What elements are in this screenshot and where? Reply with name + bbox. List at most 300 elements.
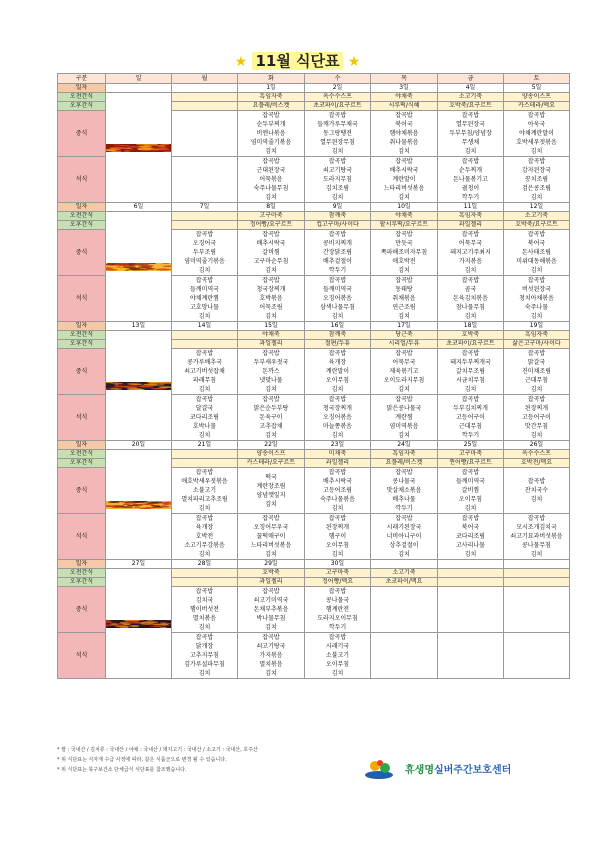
menu-item: 잡곡밥	[328, 396, 347, 403]
header-cell: 화	[238, 74, 305, 84]
afternoon-snack-cell	[438, 578, 504, 587]
menu-item: 순두찌개	[458, 167, 483, 174]
menu-item: 육개장	[195, 524, 214, 531]
dinner-cell	[371, 395, 438, 441]
star-icon: ★	[234, 54, 248, 70]
menu-item: 어묵무국	[392, 359, 416, 366]
lunch-cell	[172, 468, 238, 514]
menu-item: 김치	[331, 551, 344, 558]
menu-item: 염미역줄기볶음	[184, 258, 225, 265]
date-cell: 8일	[238, 203, 305, 212]
menu-item: 햄계란전	[325, 606, 350, 613]
lunch-cell	[371, 587, 438, 633]
menu-item: 떡국	[265, 473, 277, 481]
menu-item: 쪽파해조미자무침	[380, 249, 428, 256]
photo-cell	[106, 450, 172, 560]
menu-item: 잡곡밥	[328, 588, 347, 595]
afternoon-snack-cell: 카스테라/맥요	[504, 102, 570, 111]
header-cell: 구분	[58, 74, 106, 84]
menu-item: 잡곡밥	[461, 231, 480, 238]
date-cell: 1일	[238, 84, 305, 93]
morning-snack-cell	[504, 569, 570, 578]
morning-snack-cell: 야채죽	[238, 331, 305, 340]
lunch-cell	[172, 349, 238, 395]
menu-item: 김치	[398, 551, 410, 558]
morning-snack-cell	[172, 569, 238, 578]
menu-item: 김치	[331, 386, 344, 393]
afternoon-snack-cell: 초코파이/요구르트	[305, 102, 371, 111]
menu-item: 꽁치조림	[524, 176, 549, 183]
menu-item: 잡곡밥	[527, 231, 546, 238]
menu-item: 잡곡밥	[262, 396, 280, 403]
menu-item: 멸치볶음	[192, 615, 217, 622]
menu-item: 맑은순두부탕	[253, 405, 289, 412]
morning-snack-cell: 소고기죽	[504, 212, 570, 221]
menu-item: 도라지무침	[323, 176, 352, 183]
menu-item: 열무된장무침	[320, 139, 355, 146]
menu-item: 김치	[398, 148, 410, 155]
menu-item: 김치	[331, 148, 344, 155]
menu-item: 잡곡밥	[395, 112, 413, 119]
dinner-cell	[238, 514, 305, 560]
menu-item: 김치	[398, 386, 410, 393]
menu-item: 김치	[265, 267, 277, 274]
menu-item: 잡곡밥	[328, 469, 347, 476]
afternoon-snack-label: 오후간식	[58, 578, 106, 587]
dinner-cell	[172, 276, 238, 322]
afternoon-snack-cell: 찐어빵/요구르트	[438, 459, 504, 468]
menu-item: 야채계란찜	[190, 295, 219, 302]
date-cell: 21일	[172, 441, 238, 450]
menu-item: 청국장찌개	[256, 286, 286, 293]
lunch-cell	[371, 349, 438, 395]
morning-snack-cell: 흑임자죽	[238, 93, 305, 102]
menu-item: 잡곡밥	[395, 231, 413, 238]
menu-item: 된장찌개	[524, 405, 549, 412]
afternoon-snack-label: 오후간식	[58, 459, 106, 468]
menu-item: 배추시락국	[256, 240, 286, 247]
menu-item: 김치	[530, 148, 543, 155]
menu-item: 잡곡밥	[461, 469, 480, 476]
menu-item: 제육볶기고	[389, 368, 419, 375]
menu-item: 돈나물볶기고	[453, 176, 488, 183]
menu-item: 오징어무우국	[253, 524, 289, 531]
afternoon-snack-cell: 초코파이/요구르트	[438, 340, 504, 349]
menu-item: 너비아니구이	[386, 533, 422, 540]
dinner-cell	[504, 157, 570, 203]
date-row	[58, 560, 570, 569]
menu-item: 잡곡밥	[461, 112, 480, 119]
menu-item: 코다리조림	[456, 533, 485, 540]
logo-text	[405, 761, 511, 776]
menu-item: 김치	[265, 148, 277, 155]
date-cell: 23일	[305, 441, 371, 450]
morning-snack-cell: 흑임자죽	[438, 212, 504, 221]
menu-item: 고호망나물	[190, 304, 219, 311]
afternoon-snack-cell: 카스테라/요구르트	[238, 459, 305, 468]
date-cell: 25일	[438, 441, 504, 450]
menu-item: 갈치무조림	[456, 368, 485, 375]
menu-item: 두부김치찌개	[453, 405, 488, 412]
menu-item: 쇠고기탕국	[256, 643, 286, 650]
menu-item: 햄이버섯전	[190, 606, 219, 613]
menu-item: 잡곡밥	[328, 350, 347, 357]
logo-blue: 실버주간보호센터	[433, 765, 512, 776]
menu-item: 김치국	[195, 597, 214, 604]
dinner-cell	[238, 395, 305, 441]
morning-snack-cell	[172, 331, 238, 340]
menu-item: 호박전	[195, 533, 214, 540]
menu-item: 고추잡채	[259, 423, 283, 430]
lunch-cell	[504, 111, 570, 157]
lunch-cell	[438, 587, 504, 633]
menu-item: 잡곡밥	[461, 277, 480, 284]
menu-item: 계란찜	[395, 414, 413, 421]
menu-item: 갈비찜	[461, 487, 480, 494]
morning-snack-row	[58, 93, 570, 102]
menu-item: 김치	[198, 551, 211, 558]
header-cell: 토	[504, 74, 570, 84]
dinner-cell	[438, 157, 504, 203]
menu-item: 삼색나물무침	[320, 304, 355, 311]
menu-item: 김치	[265, 194, 277, 201]
menu-item: 두부새우젓국	[253, 359, 289, 366]
lunch-cell	[438, 349, 504, 395]
menu-item: 육개장	[328, 359, 347, 366]
dinner-cell	[371, 276, 438, 322]
menu-item: 잡곡밥	[262, 158, 280, 165]
menu-item: 어묵조림	[259, 304, 283, 311]
menu-item: 김치	[464, 551, 477, 558]
menu-item: 시래기국	[325, 643, 350, 650]
date-cell: 11일	[438, 203, 504, 212]
header-cell: 월	[172, 74, 238, 84]
menu-item: 오징어볶음	[323, 295, 352, 302]
morning-snack-label: 오전간식	[58, 93, 106, 102]
date-cell: 17일	[371, 322, 438, 331]
dinner-cell	[238, 633, 305, 679]
lunch-cell	[438, 230, 504, 276]
menu-item: 잡곡밥	[328, 158, 347, 165]
menu-item: 오이무침	[325, 661, 350, 668]
menu-item: 잡곡밥	[527, 515, 546, 522]
menu-item: 염미역볶음	[389, 423, 419, 430]
note-change: * 위 식단표는 식자재 수급 사정에 따라, 같은 식품군으로 변경 될 수 있습니다.	[57, 757, 227, 763]
dinner-cell	[305, 633, 371, 679]
header-cell: 금	[438, 74, 504, 84]
menu-item: 돈육김치볶음	[453, 295, 488, 302]
menu-item: 김치	[464, 313, 477, 320]
menu-item: 들깨미역국	[323, 286, 352, 293]
menu-item: 잡곡밥	[195, 396, 214, 403]
menu-item: 갈비찜	[262, 249, 280, 256]
menu-item: 잡곡밥	[262, 515, 280, 522]
menu-item: 김치	[265, 500, 277, 508]
date-cell	[371, 560, 438, 569]
morning-snack-row	[58, 569, 570, 578]
morning-snack-cell: 미채죽	[305, 450, 371, 459]
morning-snack-cell: 야채죽	[371, 93, 438, 102]
menu-item: 고등어조림	[323, 487, 352, 494]
menu-item: 김치	[331, 670, 344, 677]
menu-item: 잡곡밥	[527, 112, 546, 119]
lunch-label: 중식	[58, 230, 106, 276]
afternoon-snack-cell	[172, 221, 238, 230]
afternoon-snack-cell: 시루떡/식혜	[371, 102, 438, 111]
menu-item: 오이무침	[325, 377, 350, 384]
dinner-cell	[172, 157, 238, 203]
dinner-cell	[172, 514, 238, 560]
menu-item: 애호박전	[392, 258, 416, 265]
menu-item: 잡곡밥	[328, 112, 347, 119]
menu-item: 모시조개김치국	[516, 524, 557, 531]
menu-item: 깍두기	[461, 432, 480, 439]
maple-photo	[106, 620, 171, 628]
menu-item: 오이도라지무침	[383, 377, 425, 384]
dinner-cell	[305, 395, 371, 441]
dinner-cell	[305, 514, 371, 560]
date-cell: 15일	[238, 322, 305, 331]
menu-item: 김치	[331, 194, 344, 201]
menu-item: 근대된장국	[256, 167, 286, 174]
date-cell: 16일	[305, 322, 371, 331]
morning-snack-cell: 소고기죽	[438, 93, 504, 102]
menu-item: 염미역줄기볶음	[250, 139, 292, 146]
morning-snack-cell	[172, 450, 238, 459]
menu-item: 잡곡밥	[527, 277, 546, 284]
menu-item: 꿀떡매구이	[256, 533, 286, 540]
date-cell: 30일	[305, 560, 371, 569]
morning-snack-row	[58, 212, 570, 221]
menu-item: 고등어구이	[522, 414, 551, 421]
menu-item: 시래기된장국	[386, 524, 422, 531]
menu-item: 잡곡밥	[395, 469, 413, 476]
lunch-cell	[371, 230, 438, 276]
menu-item: 잡곡밥	[195, 634, 214, 641]
date-cell: 9일	[305, 203, 371, 212]
menu-item: 코다리조림	[190, 414, 219, 421]
dinner-cell	[504, 395, 570, 441]
date-cell: 10일	[371, 203, 438, 212]
dinner-label: 석식	[58, 395, 106, 441]
lunch-cell	[238, 468, 305, 514]
date-cell: 14일	[172, 322, 238, 331]
date-row	[58, 322, 570, 331]
morning-snack-cell: 흑임자죽	[371, 450, 438, 459]
menu-item: 멸치파리고추조림	[181, 496, 228, 503]
afternoon-snack-cell: 과일젤리	[438, 221, 504, 230]
menu-item: 잡곡밥	[262, 231, 280, 238]
menu-item: 참나물무침	[456, 304, 485, 311]
header-cell: 수	[305, 74, 371, 84]
menu-item: 잡곡밥	[262, 112, 280, 119]
lunch-label: 중식	[58, 349, 106, 395]
menu-item: 돈사태조림	[522, 249, 551, 256]
menu-item: 잡곡밥	[395, 158, 413, 165]
menu-item: 김치	[265, 670, 277, 677]
menu-item: 잡곡밥	[195, 350, 214, 357]
lunch-cell	[238, 587, 305, 633]
afternoon-snack-cell: 정어빵/맥요	[305, 578, 371, 587]
menu-item: 김치	[398, 313, 410, 320]
menu-item: 잡곡밥	[461, 350, 480, 357]
menu-item: 잡곡밥	[527, 158, 546, 165]
photo-cell	[106, 569, 172, 679]
photo-cell	[106, 93, 172, 203]
morning-snack-label: 오전간식	[58, 212, 106, 221]
afternoon-snack-cell: 절편/두유	[305, 340, 371, 349]
menu-item: 잡곡밥	[328, 634, 347, 641]
date-cell: 12일	[504, 203, 570, 212]
menu-item: 잡곡밥	[195, 515, 214, 522]
dinner-cell	[438, 633, 504, 679]
morning-snack-cell: 양송이스프	[504, 93, 570, 102]
date-cell: 28일	[172, 560, 238, 569]
menu-item: 잡곡밥	[262, 634, 280, 641]
afternoon-snack-cell: 과일젤리	[238, 340, 305, 349]
lunch-cell	[305, 230, 371, 276]
lunch-cell	[305, 587, 371, 633]
menu-item: 김치	[265, 313, 277, 320]
menu-item: 만둣국	[395, 240, 413, 247]
menu-item: 김치	[464, 386, 477, 393]
menu-item: 달걀국	[195, 405, 214, 412]
dinner-cell	[504, 633, 570, 679]
menu-item: 김치	[331, 313, 344, 320]
menu-item: 잡곡밥	[395, 277, 413, 284]
afternoon-snack-cell: 호박전/맥요	[504, 459, 570, 468]
lunch-cell	[438, 111, 504, 157]
date-cell: 18일	[438, 322, 504, 331]
menu-item: 계란장조림	[256, 482, 286, 490]
menu-item: 맛간무침	[524, 423, 549, 430]
date-cell: 22일	[238, 441, 305, 450]
dinner-cell	[371, 514, 438, 560]
menu-item: 김치	[530, 267, 543, 274]
afternoon-snack-cell	[172, 459, 238, 468]
lunch-cell	[371, 468, 438, 514]
photo-cell	[106, 331, 172, 441]
dinner-cell	[438, 514, 504, 560]
lunch-cell	[238, 111, 305, 157]
dinner-cell	[504, 276, 570, 322]
menu-item: 잡곡밥	[461, 158, 480, 165]
maple-photo	[106, 382, 171, 390]
menu-item: 오이무침	[458, 496, 483, 503]
afternoon-snack-cell	[172, 102, 238, 111]
menu-item: 감자된장국	[522, 167, 551, 174]
note-reference: * 위 식단표는 북구보건소 단체급식 식단표를 참조했습니다.	[57, 767, 187, 773]
lunch-cell	[305, 349, 371, 395]
menu-item: 숙주나물무침	[253, 185, 289, 192]
morning-snack-cell: 참깨죽	[305, 212, 371, 221]
menu-item: 북어국	[395, 121, 413, 128]
menu-item: 잡곡밥	[395, 350, 413, 357]
menu-item: 잡곡밥	[527, 350, 546, 357]
menu-item: 닭개장	[195, 643, 214, 650]
dinner-cell	[172, 395, 238, 441]
menu-item: 호박나물	[192, 423, 217, 430]
morning-snack-cell	[438, 569, 504, 578]
menu-item: 김치	[331, 432, 344, 439]
afternoon-snack-cell: 호박죽/요구르트	[504, 221, 570, 230]
dinner-cell	[305, 276, 371, 322]
menu-item: 잡곡밥	[461, 396, 480, 403]
menu-item: 계란말이	[392, 176, 416, 183]
morning-snack-row	[58, 450, 570, 459]
note-origin: * 쌀 : 국내산 / 김치류 : 국내산 / 야채 : 국내산 / 돼지고기 : 국내산 / 소고기 : 국내산, 호주산	[57, 747, 258, 753]
date-cell: 3일	[371, 84, 438, 93]
menu-item: 연근조림	[392, 304, 416, 311]
menu-item: 잔치국수	[524, 487, 549, 494]
menu-item: 들깨미역국	[456, 478, 485, 485]
afternoon-snack-cell: 시리얼/두유	[371, 340, 438, 349]
menu-item: 돼지두부찌개국	[450, 359, 491, 366]
menu-item: 깍두기	[328, 624, 347, 631]
menu-item: 김치	[198, 267, 211, 274]
menu-item: 어묵무국	[458, 240, 483, 247]
menu-item: 김치	[530, 313, 543, 320]
lunch-label: 중식	[58, 468, 106, 514]
afternoon-snack-cell: 초코파이/맥요	[371, 578, 438, 587]
date-label: 일자	[58, 84, 106, 93]
lunch-cell	[504, 230, 570, 276]
menu-item: 냇맞나물	[259, 377, 283, 384]
menu-item: 느타리버섯볶음	[383, 185, 425, 192]
menu-item: 고추지무침	[190, 652, 219, 659]
menu-item: 마늘쫑볶음	[323, 423, 352, 430]
menu-item: 어묵볶음	[259, 176, 283, 183]
menu-item: 두부무침/양념장	[449, 130, 492, 137]
menu-item: 잡곡밥	[527, 396, 546, 403]
date-cell: 20일	[106, 441, 172, 450]
menu-item: 가지볶음	[259, 652, 283, 659]
date-cell	[504, 560, 570, 569]
lunch-cell	[172, 587, 238, 633]
menu-item: 잡곡밥	[195, 588, 214, 595]
menu-item: 김치	[198, 670, 211, 677]
menu-item: 고구마순무침	[253, 258, 289, 265]
date-cell: 26일	[504, 441, 570, 450]
morning-snack-cell: 호박죽	[438, 331, 504, 340]
menu-item: 햄야채볶음	[389, 130, 419, 137]
lunch-cell	[238, 349, 305, 395]
menu-item: 김치	[398, 432, 410, 439]
menu-item: 들깨가루무채국	[317, 121, 358, 128]
date-cell: 29일	[238, 560, 305, 569]
menu-item: 북어국	[461, 524, 480, 531]
header-cell: 일	[106, 74, 172, 84]
date-label: 일자	[58, 203, 106, 212]
menu-item: 상추겉절이	[389, 542, 419, 549]
menu-item: 잡곡밥	[195, 469, 214, 476]
logo-green: 휴생명	[405, 765, 434, 776]
menu-item: 근대무침	[524, 377, 549, 384]
menu-item: 열무된장국	[456, 121, 485, 128]
date-cell: 2일	[305, 84, 371, 93]
date-cell	[106, 84, 172, 93]
afternoon-snack-cell: 요플레/비스켓	[371, 459, 438, 468]
date-cell: 7일	[172, 203, 238, 212]
menu-item: 두부조림	[192, 249, 217, 256]
menu-item: 잡곡밥	[195, 231, 214, 238]
afternoon-snack-cell: 요플레/비스켓	[238, 102, 305, 111]
date-cell: 19일	[504, 322, 570, 331]
menu-item: 김치	[265, 624, 277, 631]
menu-item: 소고기무강볶음	[184, 542, 225, 549]
lunch-cell	[172, 230, 238, 276]
afternoon-snack-cell	[172, 340, 238, 349]
